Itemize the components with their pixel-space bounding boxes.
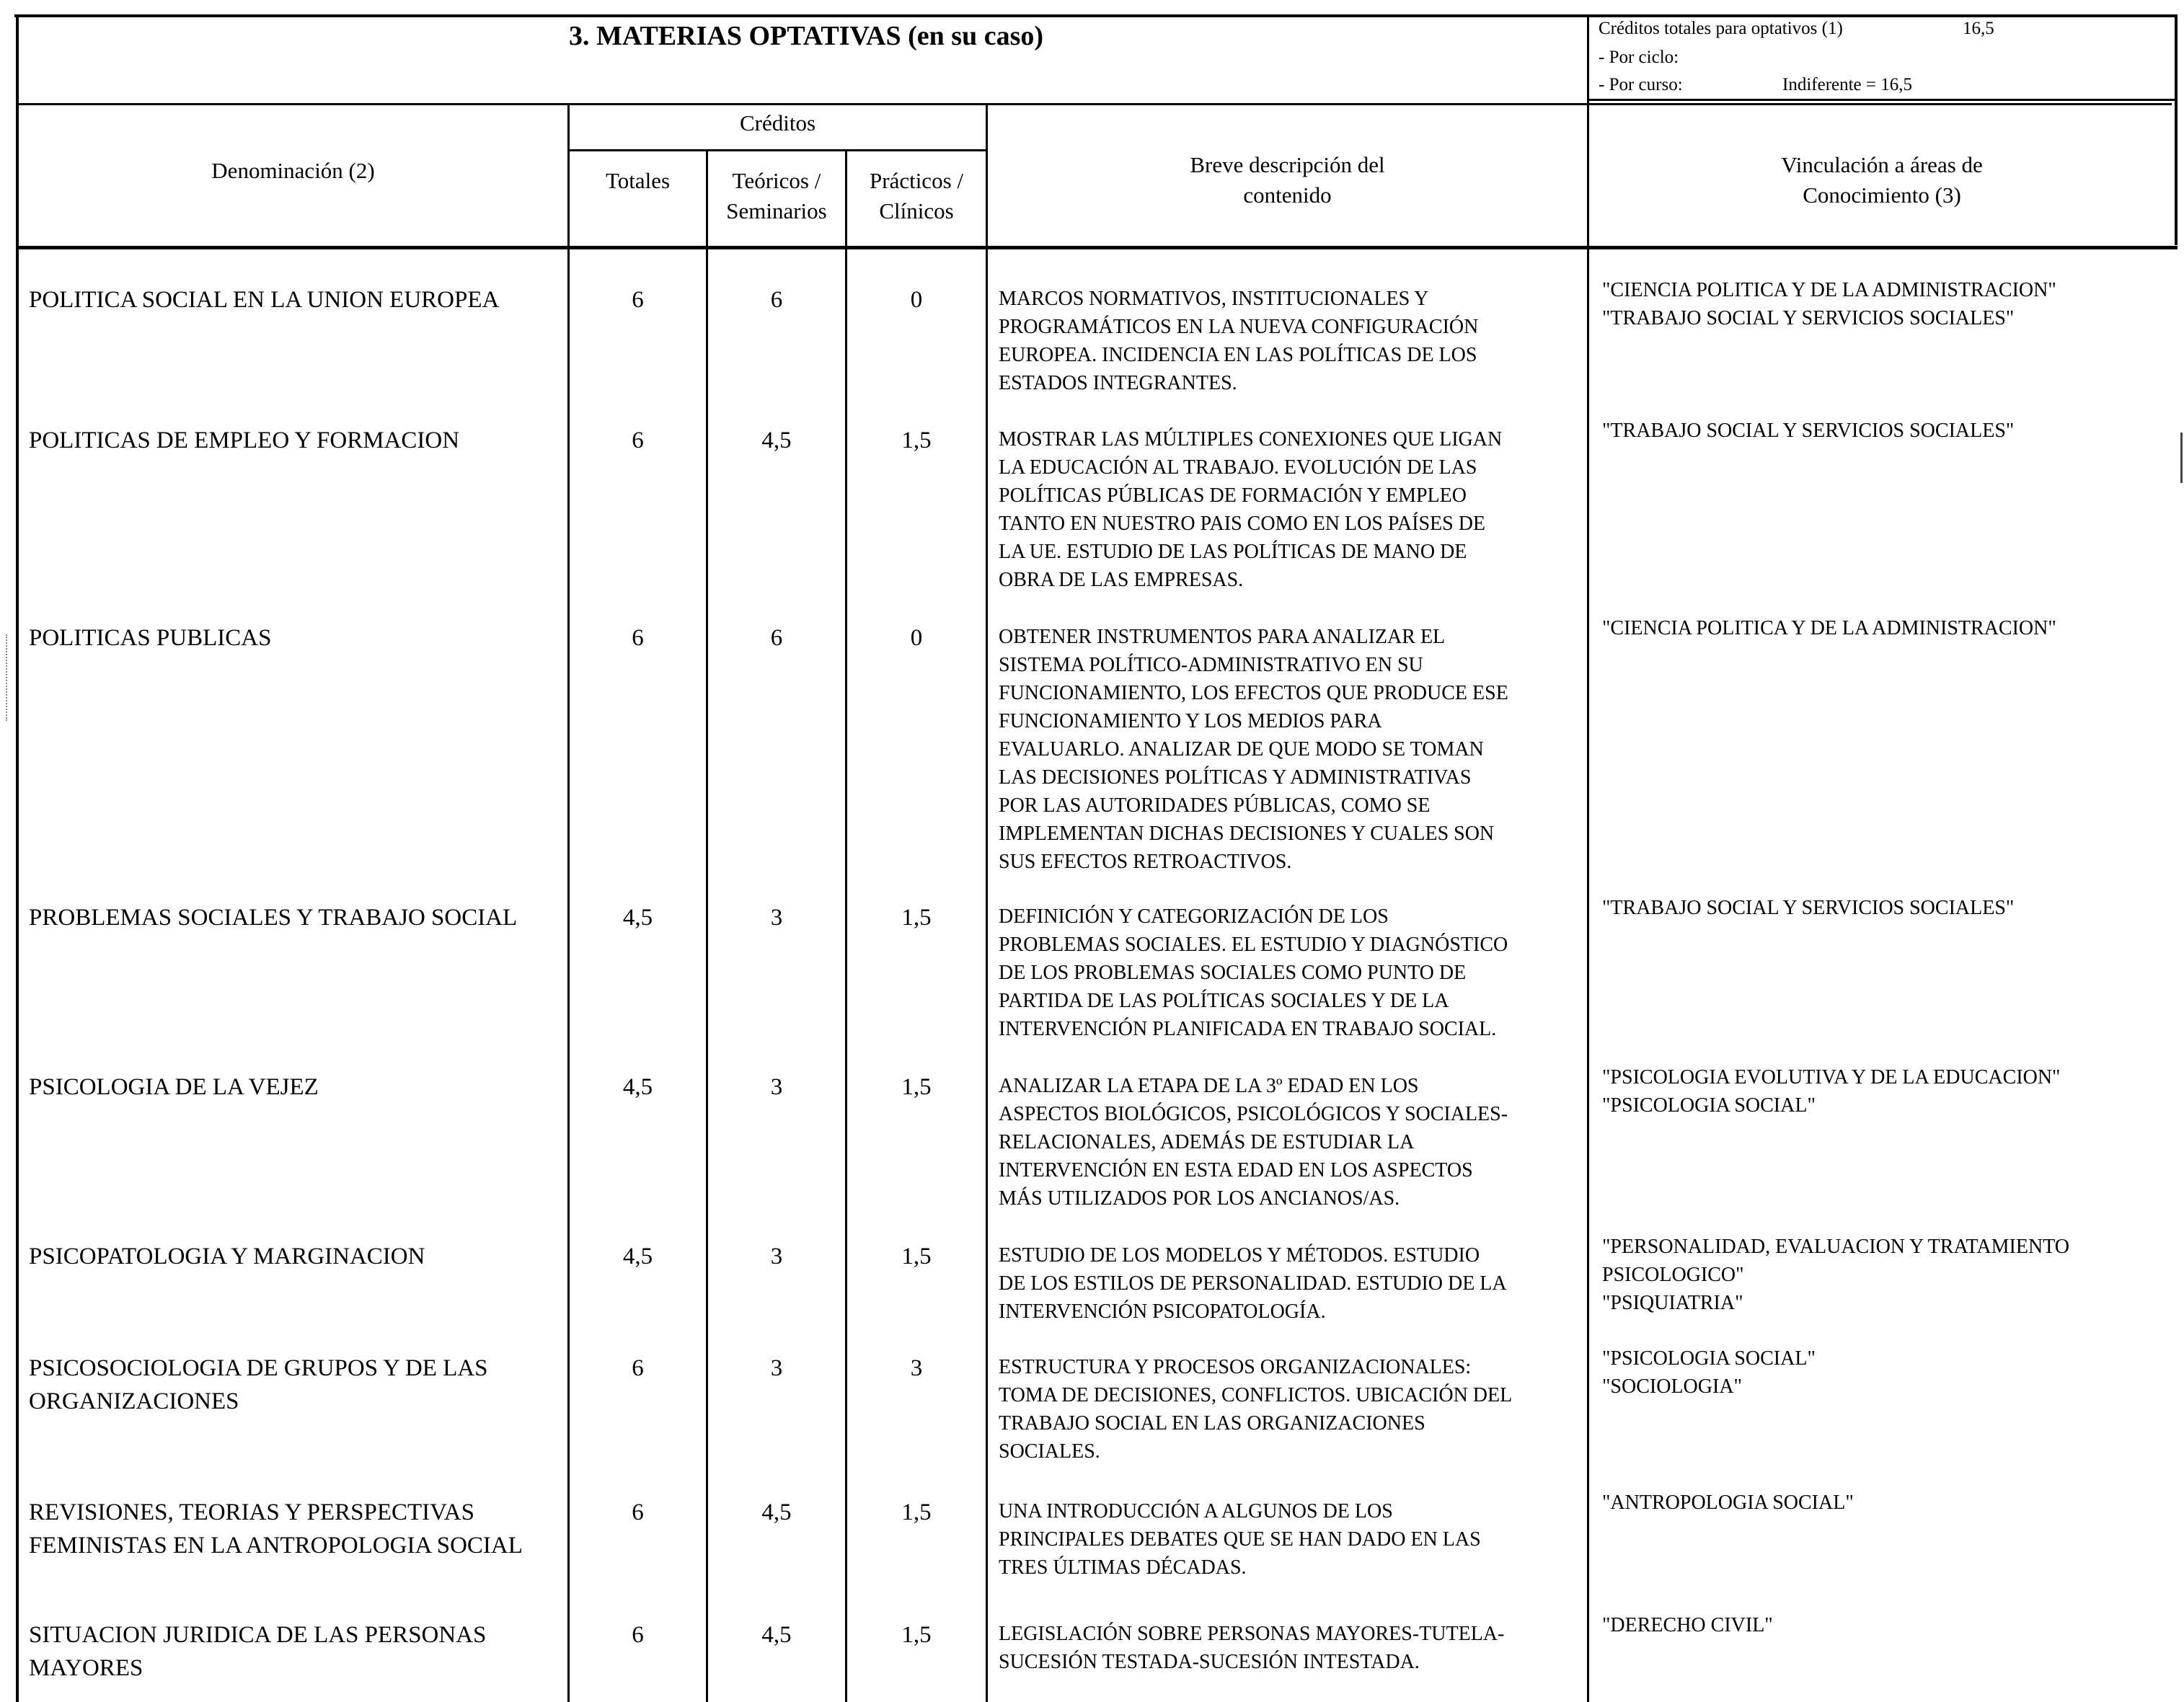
row-descripcion [999,1497,1584,1582]
row-totales: 6 [632,1355,644,1381]
row-vinculacion [1602,1344,2172,1401]
row-practicos: 0 [910,287,923,313]
row-practicos: 1,5 [901,905,932,931]
row-descripcion-line: TRABAJO SOCIAL EN LAS ORGANIZACIONES [999,1412,1425,1435]
row-descripcion-line: MARCOS NORMATIVOS, INSTITUCIONALES Y [999,288,1429,310]
row-descripcion [999,1241,1584,1326]
row-descripcion [999,425,1584,594]
row-practicos: 0 [910,625,923,651]
row-practicos: 3 [910,1355,923,1381]
row-vinculacion [1602,1063,2172,1120]
row-totales: 6 [632,1622,644,1648]
row-vinculacion [1602,1611,2172,1639]
row-totales: 4,5 [622,905,653,931]
row-descripcion-line: PRINCIPALES DEBATES QUE SE HAN DADO EN LAS [999,1528,1481,1551]
row-practicos: 1,5 [901,1499,932,1525]
header-vinculacion-line2: Conocimiento (3) [1803,182,1961,208]
row-teoricos: 3 [770,1355,783,1381]
row-name: POLITICA SOCIAL EN LA UNION EUROPEA [29,287,500,313]
row-vinculacion [1602,417,2172,445]
row-descripcion-line: LA EDUCACIÓN AL TRABAJO. EVOLUCIÓN DE LAS [999,456,1477,479]
scan-mark-left [6,634,8,721]
row-descripcion [999,623,1584,876]
row-totales: 4,5 [622,1074,653,1100]
scan-mark-right [2180,433,2183,483]
header-vinculacion-line1: Vinculación a áreas de [1781,152,1983,177]
row-totales: 6 [632,287,644,313]
row-totales: 4,5 [622,1244,653,1269]
row-name: POLITICAS PUBLICAS [29,625,272,651]
row-descripcion-line: TRES ÚLTIMAS DÉCADAS. [999,1556,1247,1579]
row-totales: 6 [632,625,644,651]
row-teoricos: 4,5 [761,427,792,453]
row-name: POLITICAS DE EMPLEO Y FORMACION [29,427,460,453]
row-vinculacion-line: "PSICOLOGIA SOCIAL" [1602,1347,1816,1370]
row-descripcion [999,1620,1584,1676]
left-border [16,14,19,1702]
row-descripcion-line: OBRA DE LAS EMPRESAS. [999,569,1244,591]
row-descripcion [999,285,1584,397]
row-descripcion-line: SISTEMA POLÍTICO-ADMINISTRATIVO EN SU [999,654,1423,676]
row-descripcion-line: PROBLEMAS SOCIALES. EL ESTUDIO Y DIAGNÓSTICO [999,934,1508,956]
header-totales: Totales [605,168,671,193]
row-vinculacion-line: "TRABAJO SOCIAL Y SERVICIOS SOCIALES" [1602,420,2015,442]
row-totales: 6 [632,1499,644,1525]
row-vinculacion-line: "PSIQUIATRIA" [1602,1292,1743,1314]
row-teoricos: 3 [770,905,783,931]
header-descripcion-line1: Breve descripción del [1190,152,1385,177]
row-vinculacion-line: "ANTROPOLOGIA SOCIAL" [1602,1492,1854,1514]
totals-line-3-label: - Por curso: [1599,75,1683,94]
row-descripcion [999,903,1584,1043]
header-vinculacion [1589,150,2175,210]
row-descripcion-line: LA UE. ESTUDIO DE LAS POLÍTICAS DE MANO DE [999,541,1467,563]
row-descripcion-line: UNA INTRODUCCIÓN A ALGUNOS DE LOS [999,1500,1393,1523]
row-practicos: 1,5 [901,1074,932,1100]
row-teoricos: 3 [770,1074,783,1100]
header-descripcion-line2: contenido [1243,182,1332,208]
row-vinculacion-line: "CIENCIA POLITICA Y DE LA ADMINISTRACION" [1602,617,2056,639]
row-descripcion-line: SUCESIÓN TESTADA-SUCESIÓN INTESTADA. [999,1651,1420,1673]
row-vinculacion-line: "PSICOLOGIA EVOLUTIVA Y DE LA EDUCACION" [1602,1066,2061,1089]
row-teoricos: 4,5 [761,1499,792,1525]
header-denominacion: Denominación (2) [211,158,375,183]
row-vinculacion [1602,276,2172,332]
header-descripcion [988,150,1587,210]
row-practicos: 1,5 [901,1244,932,1269]
row-descripcion-line: FUNCIONAMIENTO, LOS EFECTOS QUE PRODUCE ESE [999,682,1508,704]
header-teoricos-line2: Seminarios [726,198,827,223]
row-descripcion-line: POLÍTICAS PÚBLICAS DE FORMACIÓN Y EMPLEO [999,484,1467,507]
row-descripcion-line: INTERVENCIÓN PLANIFICADA EN TRABAJO SOCIAL. [999,1018,1497,1040]
row-descripcion-line: IMPLEMENTAN DICHAS DECISIONES Y CUALES SON [999,823,1495,845]
row-descripcion-line: MÁS UTILIZADOS POR LOS ANCIANOS/AS. [999,1187,1400,1210]
row-teoricos: 6 [770,287,783,313]
totals-line-1-value: 16,5 [1963,19,1994,38]
row-practicos: 1,5 [901,427,932,453]
row-descripcion-line: EVALUARLO. ANALIZAR DE QUE MODO SE TOMAN [999,738,1484,761]
header-bottom-line [16,246,2178,249]
row-vinculacion-line: "DERECHO CIVIL" [1602,1614,1773,1636]
row-descripcion-line: DE LOS PROBLEMAS SOCIALES COMO PUNTO DE [999,962,1467,984]
row-descripcion [999,1072,1584,1213]
row-descripcion-line: SUS EFECTOS RETROACTIVOS. [999,851,1292,873]
row-name: REVISIONES, TEORIAS Y PERSPECTIVAS FEMINISTAS EN LA ANTROPOLOGIA SOCIAL [29,1499,523,1559]
page-title: 3. MATERIAS OPTATIVAS (en su caso) [568,21,1044,51]
header-teoricos [708,166,845,226]
row-vinculacion-line: "TRABAJO SOCIAL Y SERVICIOS SOCIALES" [1602,307,2015,329]
row-vinculacion-line: "PSICOLOGIA SOCIAL" [1602,1094,1816,1117]
row-descripcion-line: TOMA DE DECISIONES, CONFLICTOS. UBICACIÓN DEL [999,1384,1513,1406]
row-name: PROBLEMAS SOCIALES Y TRABAJO SOCIAL [29,905,518,931]
row-descripcion-line: INTERVENCIÓN PSICOPATOLOGÍA. [999,1300,1326,1323]
row-vinculacion-line: "SOCIOLOGIA" [1602,1375,1742,1398]
row-descripcion-line: ESTUDIO DE LOS MODELOS Y MÉTODOS. ESTUDIO [999,1244,1480,1267]
row-descripcion-line: TANTO EN NUESTRO PAIS COMO EN LOS PAÍSES DE [999,513,1486,535]
title-bottom-line [16,103,2172,105]
row-vinculacion [1602,1489,2172,1517]
totals-line-2-label: - Por ciclo: [1599,48,1679,67]
row-vinculacion-line: "CIENCIA POLITICA Y DE LA ADMINISTRACION" [1602,279,2056,301]
row-descripcion-line: FUNCIONAMIENTO Y LOS MEDIOS PARA [999,710,1382,732]
row-vinculacion-line: "PERSONALIDAD, EVALUACION Y TRATAMIENTO [1602,1236,2070,1258]
row-descripcion-line: ASPECTOS BIOLÓGICOS, PSICOLÓGICOS Y SOCIALES- [999,1103,1508,1125]
row-vinculacion [1602,894,2172,922]
row-descripcion-line: PROGRAMÁTICOS EN LA NUEVA CONFIGURACIÓN [999,316,1479,338]
top-border [14,14,2178,17]
row-descripcion-line: DE LOS ESTILOS DE PERSONALIDAD. ESTUDIO DE LA [999,1272,1507,1295]
row-name: PSICOLOGIA DE LA VEJEZ [29,1074,319,1100]
totals-line-1-label: Créditos totales para optativos (1) [1599,19,1843,38]
row-practicos: 1,5 [901,1622,932,1648]
row-vinculacion [1602,614,2172,642]
title-divider [1587,14,1589,1702]
row-descripcion-line: POR LAS AUTORIDADES PÚBLICAS, COMO SE [999,794,1431,817]
row-vinculacion [1602,1233,2172,1317]
row-descripcion-line: EUROPEA. INCIDENCIA EN LAS POLÍTICAS DE LOS [999,344,1477,366]
right-border-top [2175,14,2178,245]
row-descripcion-line: ESTADOS INTEGRANTES. [999,372,1237,394]
row-descripcion-line: ESTRUCTURA Y PROCESOS ORGANIZACIONALES: [999,1356,1472,1378]
row-name: SITUACION JURIDICA DE LAS PERSONAS MAYORES [29,1622,487,1681]
totals-line-3-value: Indiferente = 16,5 [1782,75,1913,94]
col-descripcion-left [986,103,988,1702]
row-descripcion-line: SOCIALES. [999,1440,1100,1463]
header-practicos [847,166,986,226]
row-name: PSICOSOCIOLOGIA DE GRUPOS Y DE LAS ORGANIZACIONES [29,1355,488,1414]
row-vinculacion-line: PSICOLOGICO" [1602,1264,1744,1286]
header-practicos-line2: Clínicos [879,198,954,223]
header-practicos-line1: Prácticos / [870,168,963,193]
row-teoricos: 4,5 [761,1622,792,1648]
row-descripcion-line: INTERVENCIÓN EN ESTA EDAD EN LOS ASPECTOS [999,1159,1473,1182]
row-descripcion-line: PARTIDA DE LAS POLÍTICAS SOCIALES Y DE LA [999,990,1449,1012]
row-totales: 6 [632,427,644,453]
totals-box-bottom-line [1587,99,2175,101]
row-teoricos: 6 [770,625,783,651]
row-descripcion-line: LEGISLACIÓN SOBRE PERSONAS MAYORES-TUTELA- [999,1623,1505,1645]
row-descripcion-line: LAS DECISIONES POLÍTICAS Y ADMINISTRATIVAS [999,766,1472,789]
row-teoricos: 3 [770,1244,783,1269]
row-descripcion-line: OBTENER INSTRUMENTOS PARA ANALIZAR EL [999,626,1446,648]
row-descripcion-line: RELACIONALES, ADEMÁS DE ESTUDIAR LA [999,1131,1415,1153]
creditos-subheader-line [567,149,986,151]
row-descripcion-line: ANALIZAR LA ETAPA DE LA 3º EDAD EN LOS [999,1075,1419,1097]
row-descripcion-line: DEFINICIÓN Y CATEGORIZACIÓN DE LOS [999,905,1389,928]
row-name: PSICOPATOLOGIA Y MARGINACION [29,1244,425,1269]
row-descripcion-line: MOSTRAR LAS MÚLTIPLES CONEXIONES QUE LIGAN [999,428,1503,451]
header-teoricos-line1: Teóricos / [732,168,821,193]
row-vinculacion-line: "TRABAJO SOCIAL Y SERVICIOS SOCIALES" [1602,897,2015,919]
row-descripcion [999,1353,1584,1466]
header-creditos: Créditos [739,110,816,136]
